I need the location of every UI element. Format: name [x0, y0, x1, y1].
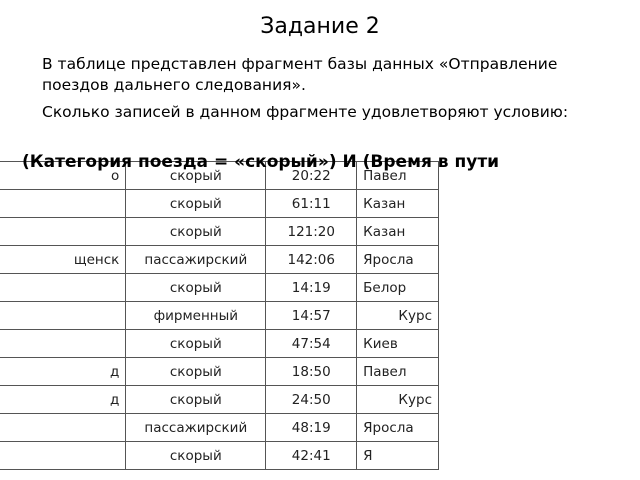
station-cell	[0, 302, 126, 330]
travel-time-cell: 14:19	[266, 274, 357, 302]
slide-title: Задание 2	[260, 14, 380, 39]
table-row	[0, 218, 439, 246]
category-cell: фирменный	[126, 302, 266, 330]
travel-time-cell: 47:54	[266, 330, 357, 358]
terminal-cell: Яросла	[357, 246, 439, 274]
category-cell: скорый	[126, 274, 266, 302]
travel-time-cell: 121:20	[266, 218, 357, 246]
table-row	[0, 302, 439, 330]
table-viewport	[73, 161, 557, 464]
station-cell: д	[0, 386, 126, 414]
terminal-cell: Я	[357, 442, 439, 470]
condition-wrapper	[22, 150, 632, 174]
station-cell	[0, 414, 126, 442]
category-cell: пассажирский	[126, 246, 266, 274]
station-cell	[0, 330, 126, 358]
travel-time-cell: 24:50	[266, 386, 357, 414]
travel-time-cell: 20:22	[266, 162, 357, 190]
terminal-cell: Яросла	[357, 414, 439, 442]
travel-time-cell: 14:57	[266, 302, 357, 330]
table-row	[0, 274, 439, 302]
category-cell: скорый	[126, 442, 266, 470]
category-cell: скорый	[126, 358, 266, 386]
terminal-cell: Курс	[357, 386, 439, 414]
category-cell: скорый	[126, 330, 266, 358]
category-cell: пассажирский	[126, 414, 266, 442]
station-cell: о	[0, 162, 126, 190]
condition-text: (Категория поезда = «скорый») И (Время в пути	[22, 152, 500, 172]
station-cell: д	[0, 358, 126, 386]
station-cell: щенск	[0, 246, 126, 274]
category-cell: скорый	[126, 190, 266, 218]
terminal-cell: Казан	[357, 218, 439, 246]
task-question: Сколько записей в данном фрагменте удовлетворяют условию:	[42, 103, 569, 121]
category-cell: скорый	[126, 386, 266, 414]
table-row	[0, 330, 439, 358]
travel-time-cell: 42:41	[266, 442, 357, 470]
station-cell	[0, 218, 126, 246]
travel-time-cell: 61:11	[266, 190, 357, 218]
terminal-cell: Киев	[357, 330, 439, 358]
terminal-cell: Казан	[357, 190, 439, 218]
travel-time-cell: 18:50	[266, 358, 357, 386]
terminal-cell: Павел	[357, 358, 439, 386]
category-cell: скорый	[126, 162, 266, 190]
table-row	[0, 246, 439, 274]
station-cell	[0, 190, 126, 218]
table-row	[0, 414, 439, 442]
travel-time-cell: 142:06	[266, 246, 357, 274]
station-cell	[0, 442, 126, 470]
station-cell	[0, 274, 126, 302]
table-row	[0, 358, 439, 386]
trains-table	[0, 161, 439, 470]
table-row	[0, 190, 439, 218]
table-row	[0, 442, 439, 470]
table-row	[0, 386, 439, 414]
terminal-cell: Белор	[357, 274, 439, 302]
terminal-cell: Курс	[357, 302, 439, 330]
travel-time-cell: 48:19	[266, 414, 357, 442]
category-cell: скорый	[126, 218, 266, 246]
terminal-cell: Павел	[357, 162, 439, 190]
task-description: В таблице представлен фрагмент базы данных «Отправление поездов дальнего следования».	[42, 55, 558, 94]
